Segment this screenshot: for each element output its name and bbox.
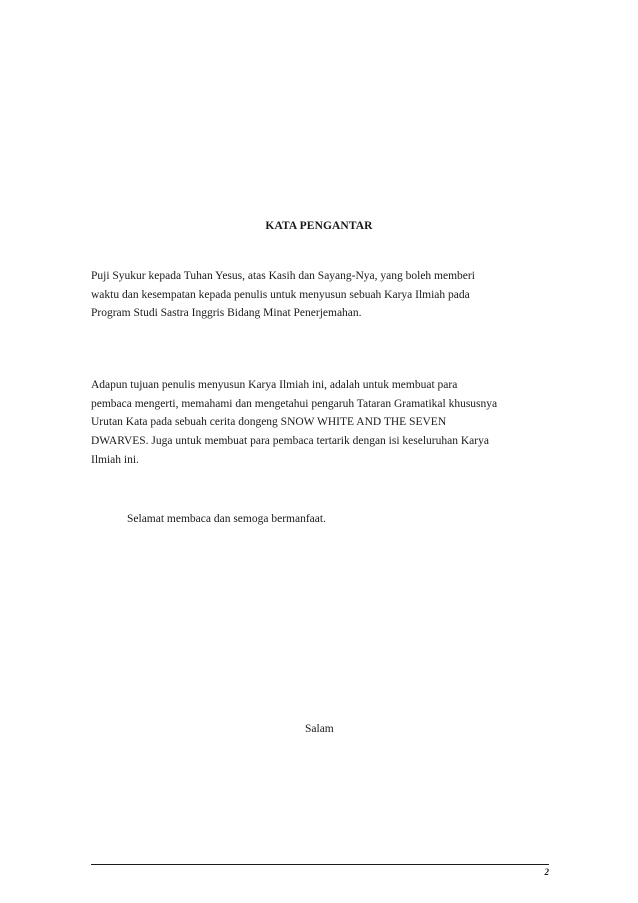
paragraph-line: Urutan Kata pada sebuah cerita dongeng SNOW WHITE AND THE SEVEN — [91, 416, 447, 429]
paragraph-line: waktu dan kesempatan kepada penulis untuk menyusun sebuah Karya Ilmiah pada — [91, 288, 470, 301]
paragraph-line: pembaca mengerti, memahami dan mengetahui pengaruh Tataran Gramatikal khususnya — [91, 397, 498, 410]
signoff: Salam — [305, 723, 334, 735]
page-number: 2 — [544, 867, 549, 877]
paragraph-line: Program Studi Sastra Inggris Bidang Minat Penerjemahan. — [91, 307, 362, 320]
page-title: KATA PENGANTAR — [265, 220, 373, 232]
paragraph-line: Puji Syukur kepada Tuhan Yesus, atas Kasih dan Sayang-Nya, yang boleh memberi — [91, 270, 475, 282]
paragraph-purpose — [91, 376, 549, 470]
paragraph-line: Adapun tujuan penulis menyusun Karya Ilmiah ini, adalah untuk membuat para — [91, 379, 458, 391]
paragraph-line: Ilmiah ini. — [91, 453, 139, 466]
footer-divider — [91, 864, 549, 865]
closing-wish: Selamat membaca dan semoga bermanfaat. — [127, 513, 326, 525]
paragraph-gratitude — [91, 267, 549, 323]
paragraph-line: DWARVES. Juga untuk membuat para pembaca tertarik dengan isi keseluruhan Karya — [91, 435, 489, 448]
